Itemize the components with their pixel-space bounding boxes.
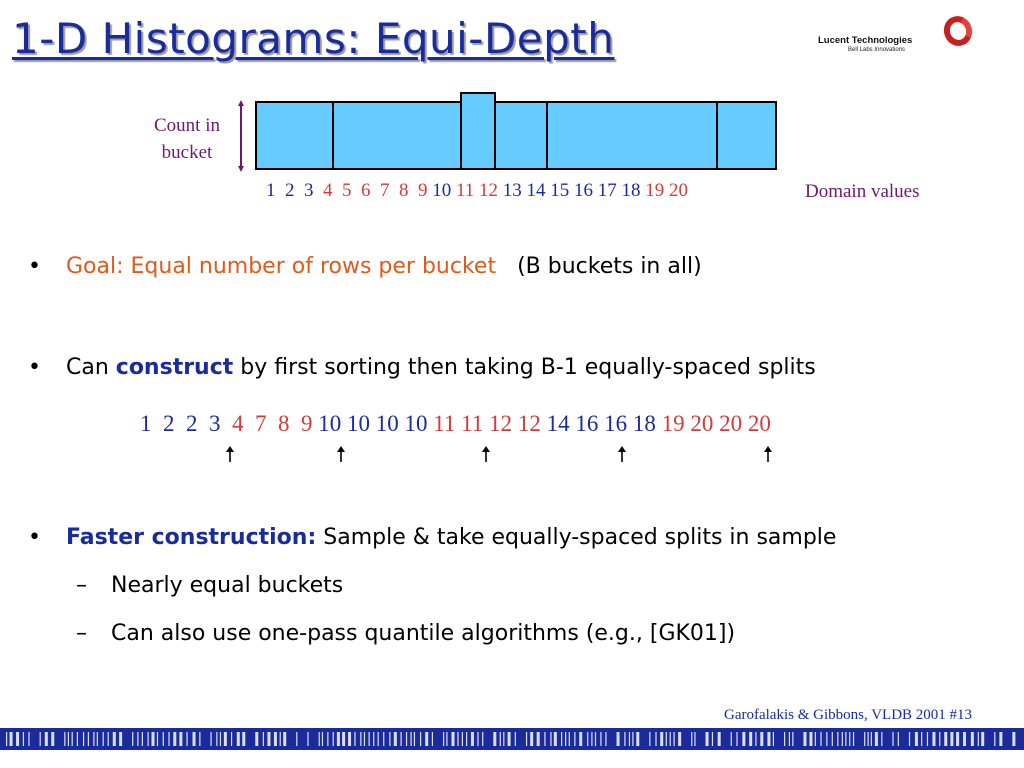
sequence-value: 2 <box>186 411 198 436</box>
domain-value: 12 <box>479 180 499 201</box>
subbullet-text: Nearly equal buckets <box>111 573 344 598</box>
split-arrow-icon <box>764 446 772 462</box>
bullet-dot: • <box>28 355 41 380</box>
sequence-value: 10 <box>347 411 370 436</box>
bullet-goal <box>28 254 702 279</box>
subbullet-dash: – <box>76 621 87 646</box>
count-label-line-2: bucket <box>161 142 213 163</box>
domain-value: 3 <box>304 180 314 201</box>
double-arrow-icon <box>238 100 244 172</box>
lucent-ring-icon <box>940 12 977 50</box>
domain-values-label: Domain values <box>805 181 920 202</box>
domain-value: 13 <box>502 180 522 201</box>
domain-value: 16 <box>574 180 594 201</box>
histogram-bucket <box>494 101 548 170</box>
construct-keyword: construct <box>115 355 234 380</box>
subbullet-one-pass <box>76 621 736 646</box>
construct-text: by first sorting then taking B-1 equally-spaced splits <box>233 355 816 380</box>
footer-citation: Garofalakis & Gibbons, VLDB 2001 #13 <box>724 707 973 723</box>
sequence-value: 18 <box>632 411 656 436</box>
split-arrow-icon <box>618 446 626 462</box>
sequence-value: 12 <box>489 411 513 436</box>
domain-value: 2 <box>285 180 295 201</box>
subbullet-dash: – <box>76 573 87 598</box>
sequence-value: 2 <box>163 411 175 436</box>
sequence-value: 9 <box>301 411 313 436</box>
sequence-value: 16 <box>604 411 628 436</box>
sequence-value: 10 <box>375 411 399 436</box>
faster-keyword: Faster construction: <box>66 525 317 550</box>
domain-value: 6 <box>361 180 371 201</box>
domain-value: 1 <box>266 180 276 201</box>
sequence-value: 14 <box>546 411 570 436</box>
domain-value: 20 <box>669 180 689 201</box>
sequence-value: 11 <box>461 411 484 436</box>
sequence-value: 12 <box>517 411 541 436</box>
domain-value: 14 <box>526 180 546 201</box>
sequence-value: 10 <box>404 411 428 436</box>
domain-value: 19 <box>645 180 665 201</box>
domain-value: 4 <box>323 180 333 201</box>
domain-value: 11 <box>456 180 475 201</box>
sequence-value: 20 <box>747 411 771 436</box>
split-arrow-icon <box>337 446 345 462</box>
goal-text: Goal: Equal number of rows per bucket <box>66 254 497 279</box>
construct-prefix: Can <box>66 355 116 380</box>
histogram-bucket <box>460 92 496 170</box>
domain-value: 5 <box>342 180 352 201</box>
split-arrow-icon <box>482 446 490 462</box>
subbullet-text: Can also use one-pass quantile algorithms (e.g., [GK01]) <box>111 621 736 646</box>
histogram-bucket <box>255 101 334 170</box>
sequence-value: 3 <box>209 411 221 436</box>
logo-tagline: Bell Labs Innovations <box>848 47 906 53</box>
lucent-logo <box>818 16 998 62</box>
faster-text: Sample & take equally-spaced splits in sample <box>316 525 837 550</box>
histogram-bucket <box>546 101 719 170</box>
domain-values-axis <box>266 180 688 202</box>
bullet-construct <box>28 355 816 380</box>
sequence-value: 19 <box>661 411 685 436</box>
logo-company-name: Lucent Technologies <box>818 35 913 46</box>
sequence-value: 16 <box>575 411 599 436</box>
sequence-value: 11 <box>433 411 456 436</box>
bullet-faster-construction <box>28 525 837 550</box>
bullet-dot: • <box>28 254 41 279</box>
domain-value: 8 <box>399 180 409 201</box>
sequence-value: 4 <box>232 411 244 436</box>
domain-value: 10 <box>432 180 452 201</box>
split-arrow-icon <box>226 446 234 462</box>
sorted-sequence <box>140 411 771 437</box>
sequence-value: 20 <box>719 411 743 436</box>
domain-value: 17 <box>597 180 617 201</box>
sequence-value: 10 <box>318 411 342 436</box>
domain-value: 15 <box>550 180 570 201</box>
domain-value: 18 <box>621 180 641 201</box>
domain-value: 9 <box>418 180 428 201</box>
slide-title: 1-D Histograms: Equi-Depth <box>12 14 615 63</box>
bullet-dot: • <box>28 525 41 550</box>
subbullet-nearly-equal <box>76 573 344 598</box>
sequence-value: 8 <box>278 411 290 436</box>
histogram-bucket <box>716 101 777 170</box>
footer-decorative-bar <box>0 728 1024 750</box>
histogram-bucket <box>332 101 463 170</box>
sequence-value: 20 <box>690 411 714 436</box>
domain-value: 7 <box>380 180 390 201</box>
count-in-bucket-label <box>138 112 236 166</box>
goal-note: (B buckets in all) <box>517 254 702 279</box>
sequence-value: 7 <box>255 411 267 436</box>
sequence-value: 1 <box>140 411 152 436</box>
count-label-line-1: Count in <box>154 115 220 136</box>
